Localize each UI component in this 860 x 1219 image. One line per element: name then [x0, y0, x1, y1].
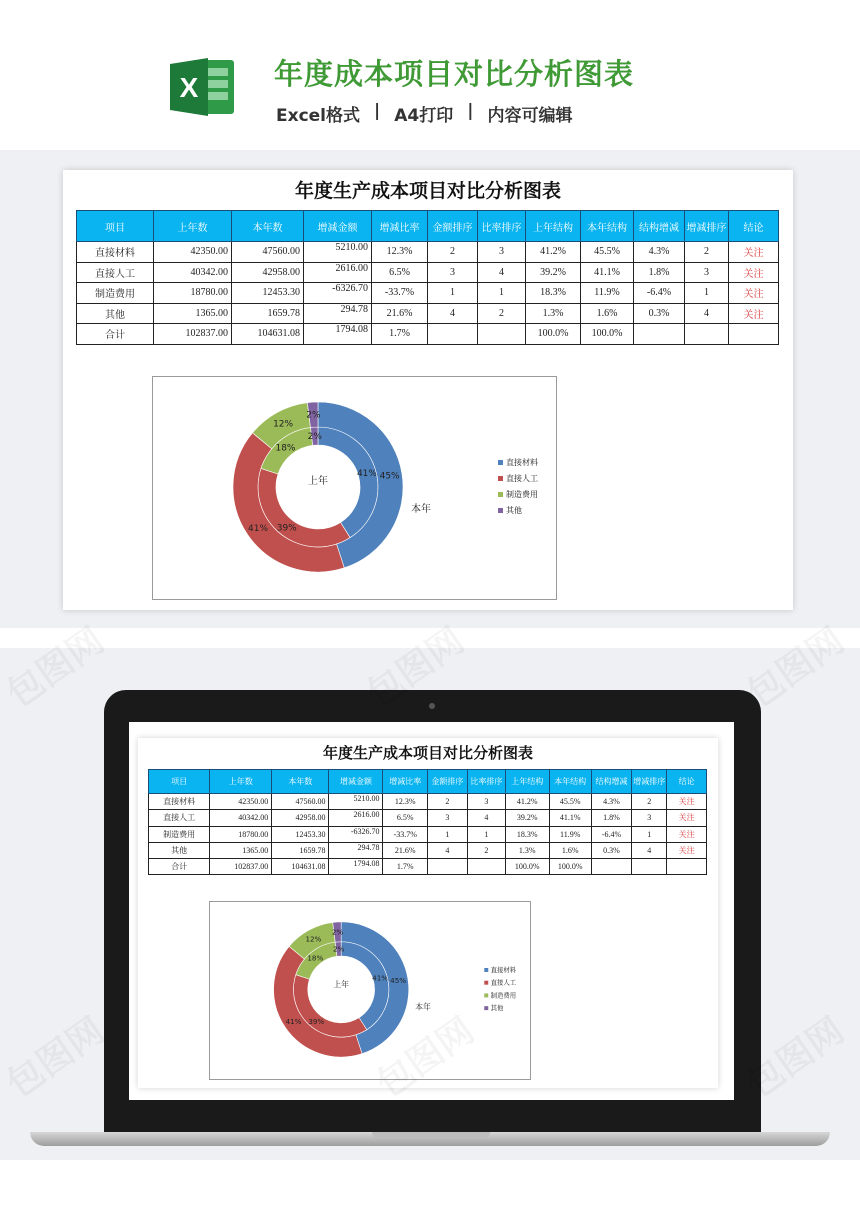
column-header: 比率排序: [467, 770, 505, 794]
table-cell: [685, 324, 729, 345]
table-cell: 100.0%: [581, 324, 634, 345]
column-header: 上年数: [210, 770, 272, 794]
column-header: 上年结构: [505, 770, 549, 794]
legend-swatch: [484, 1006, 488, 1010]
table-cell: 12453.30: [232, 283, 304, 304]
column-header: 项目: [77, 211, 154, 242]
conclusion-cell: 关注: [729, 242, 779, 263]
svg-text:X: X: [179, 72, 199, 103]
table-cell: 1.7%: [372, 324, 428, 345]
table-row: [77, 242, 779, 263]
column-header: 增减金额: [304, 211, 372, 242]
legend-swatch: [498, 508, 503, 513]
camera-icon: [429, 703, 435, 709]
table-cell: 1659.78: [272, 842, 329, 858]
table-cell: 45.5%: [549, 794, 591, 810]
table-cell: 3: [428, 262, 478, 283]
column-header: 结构增减: [591, 770, 632, 794]
column-header: 增减排序: [685, 211, 729, 242]
table-cell: 2: [632, 794, 667, 810]
table-cell: 4: [685, 303, 729, 324]
inner-ring-label: 上年: [308, 476, 328, 487]
column-header: 增减排序: [632, 770, 667, 794]
table-cell: -6.4%: [634, 283, 685, 304]
table-cell: 11.9%: [581, 283, 634, 304]
table-cell: 3: [478, 242, 526, 263]
table-cell: 42350.00: [210, 794, 272, 810]
table-cell: 2: [685, 242, 729, 263]
donut-chart: [209, 901, 531, 1080]
table-cell: 294.78: [304, 303, 372, 324]
column-header: 金额排序: [428, 211, 478, 242]
table-cell: -33.7%: [383, 826, 428, 842]
table-cell: [428, 859, 468, 875]
table-cell: 1: [428, 283, 478, 304]
table-cell: 1.8%: [634, 262, 685, 283]
outer-ring-label: 本年: [415, 1002, 431, 1012]
chart-svg: [153, 377, 556, 599]
table-cell: 1659.78: [232, 303, 304, 324]
legend-swatch: [484, 993, 488, 997]
table-row: [149, 810, 707, 826]
table-cell: 0.3%: [634, 303, 685, 324]
sheet-title: 年度生产成本项目对比分析图表: [294, 180, 561, 202]
table-cell: 3: [428, 810, 468, 826]
table-cell: 5210.00: [304, 242, 372, 263]
outer-ring-label: 本年: [411, 504, 431, 515]
table-cell: 100.0%: [505, 859, 549, 875]
table-cell: 41.1%: [581, 262, 634, 283]
table-cell: -6326.70: [304, 283, 372, 304]
table-cell: 18780.00: [154, 283, 232, 304]
table-cell: 102837.00: [210, 859, 272, 875]
table-cell: 5210.00: [329, 794, 383, 810]
column-header: 增减比率: [383, 770, 428, 794]
donut-chart: [152, 376, 557, 600]
data-label: 18%: [307, 953, 324, 963]
table-cell: 100.0%: [549, 859, 591, 875]
data-label: 2%: [332, 944, 345, 954]
table-cell: 制造费用: [149, 826, 210, 842]
table-cell: 3: [467, 794, 505, 810]
table-cell: 4.3%: [634, 242, 685, 263]
page-title: 年度成本项目对比分析图表: [274, 57, 635, 91]
table-cell: 12.3%: [372, 242, 428, 263]
table-cell: 41.1%: [549, 810, 591, 826]
table-cell: 47560.00: [272, 794, 329, 810]
table-cell: 21.6%: [383, 842, 428, 858]
table-cell: 18.3%: [526, 283, 581, 304]
table-cell: 6.5%: [372, 262, 428, 283]
conclusion-cell: 关注: [729, 283, 779, 304]
column-header: 增减比率: [372, 211, 428, 242]
table-cell: 0.3%: [591, 842, 632, 858]
table-cell: 直接材料: [77, 242, 154, 263]
table-cell: 1365.00: [154, 303, 232, 324]
column-header: 比率排序: [478, 211, 526, 242]
legend-item: 其他: [490, 1005, 504, 1013]
table-cell: 2616.00: [304, 262, 372, 283]
table-cell: 3: [685, 262, 729, 283]
separator: |: [467, 101, 474, 121]
table-cell: 41.2%: [505, 794, 549, 810]
data-label: 39%: [308, 1016, 325, 1026]
data-label: 2%: [307, 432, 322, 443]
table-cell: 1: [467, 826, 505, 842]
table-cell: 45.5%: [581, 242, 634, 263]
table-cell: 11.9%: [549, 826, 591, 842]
sheet-preview-large: [63, 170, 793, 610]
table-cell: [428, 324, 478, 345]
table-cell: 3: [632, 810, 667, 826]
table-cell: -33.7%: [372, 283, 428, 304]
table-cell: 合计: [149, 859, 210, 875]
column-header: 本年结构: [581, 211, 634, 242]
table-row: [149, 842, 707, 858]
table-cell: 1.3%: [505, 842, 549, 858]
table-cell: 4: [478, 262, 526, 283]
inner-ring-label: 上年: [333, 980, 350, 990]
table-cell: 4: [467, 810, 505, 826]
table-cell: 1.3%: [526, 303, 581, 324]
cost-table: [76, 210, 779, 345]
table-cell: 2: [467, 842, 505, 858]
legend-item: 制造费用: [506, 490, 538, 499]
conclusion-cell: 关注: [667, 810, 707, 826]
table-cell: 12453.30: [272, 826, 329, 842]
chart-svg: [210, 902, 530, 1079]
separator: |: [374, 101, 381, 121]
column-header: 增减金额: [329, 770, 383, 794]
column-header: 上年数: [154, 211, 232, 242]
table-cell: 102837.00: [154, 324, 232, 345]
column-header: 上年结构: [526, 211, 581, 242]
column-header: 本年数: [232, 211, 304, 242]
table-cell: 2: [428, 242, 478, 263]
table-cell: 合计: [77, 324, 154, 345]
table-cell: 104631.08: [272, 859, 329, 875]
table-cell: 1: [478, 283, 526, 304]
header-row: [77, 211, 779, 242]
table-cell: 1: [685, 283, 729, 304]
data-label: 39%: [276, 523, 297, 534]
table-cell: 18.3%: [505, 826, 549, 842]
table-cell: [467, 859, 505, 875]
table-cell: 12.3%: [383, 794, 428, 810]
column-header: 本年数: [272, 770, 329, 794]
legend-item: 直接人工: [506, 474, 538, 483]
data-label: 2%: [306, 410, 321, 421]
table-cell: 40342.00: [210, 810, 272, 826]
column-header: 结构增减: [634, 211, 685, 242]
table-cell: [632, 859, 667, 875]
table-cell: -6326.70: [329, 826, 383, 842]
table-cell: [591, 859, 632, 875]
legend-swatch: [484, 968, 488, 972]
table-cell: 直接材料: [149, 794, 210, 810]
table-cell: 18780.00: [210, 826, 272, 842]
table-row: [77, 262, 779, 283]
table-row: [149, 826, 707, 842]
column-header: 金额排序: [428, 770, 468, 794]
table-row: [77, 303, 779, 324]
legend-swatch: [498, 476, 503, 481]
data-label: 12%: [273, 419, 294, 430]
excel-logo-icon: [170, 56, 236, 118]
data-label: 41%: [356, 468, 377, 479]
data-label: 18%: [275, 443, 296, 454]
data-label: 41%: [372, 973, 389, 983]
table-cell: 42958.00: [272, 810, 329, 826]
edit-label: 内容可编辑: [487, 106, 573, 126]
table-cell: 1794.08: [304, 324, 372, 345]
data-label: 41%: [248, 523, 269, 534]
table-cell: 41.2%: [526, 242, 581, 263]
legend-item: 其他: [506, 506, 522, 515]
table-row: [77, 283, 779, 304]
table-cell: 40342.00: [154, 262, 232, 283]
cost-table: [148, 769, 707, 875]
conclusion-cell: 关注: [667, 842, 707, 858]
column-header: 本年结构: [549, 770, 591, 794]
data-label: 2%: [331, 927, 344, 937]
table-cell: 4.3%: [591, 794, 632, 810]
table-cell: 其他: [77, 303, 154, 324]
table-cell: 6.5%: [383, 810, 428, 826]
column-header: 结论: [729, 211, 779, 242]
legend-swatch: [498, 492, 503, 497]
legend-swatch: [498, 460, 503, 465]
table-cell: -6.4%: [591, 826, 632, 842]
table-cell: 直接人工: [149, 810, 210, 826]
table-cell: 制造费用: [77, 283, 154, 304]
laptop-notch: [372, 1132, 490, 1138]
legend-swatch: [484, 981, 488, 985]
table-cell: 1: [428, 826, 468, 842]
legend-item: 直接材料: [506, 458, 538, 467]
table-cell: 直接人工: [77, 262, 154, 283]
table-cell: [478, 324, 526, 345]
legend-item: 制造费用: [490, 992, 517, 1000]
table-cell: 4: [428, 303, 478, 324]
table-row: [149, 794, 707, 810]
table-cell: 1.6%: [549, 842, 591, 858]
conclusion-cell: 关注: [729, 262, 779, 283]
table-cell: 2616.00: [329, 810, 383, 826]
conclusion-cell: 关注: [667, 794, 707, 810]
conclusion-cell: [729, 324, 779, 345]
table-cell: 100.0%: [526, 324, 581, 345]
table-cell: 4: [428, 842, 468, 858]
legend-item: 直接人工: [490, 979, 517, 987]
column-header: 结论: [667, 770, 707, 794]
table-row: [77, 324, 779, 345]
legend-item: 直接材料: [490, 966, 517, 974]
data-label: 41%: [285, 1017, 302, 1027]
table-cell: 104631.08: [232, 324, 304, 345]
data-label: 45%: [379, 471, 400, 482]
conclusion-cell: 关注: [667, 826, 707, 842]
table-cell: 2: [428, 794, 468, 810]
table-cell: 1: [632, 826, 667, 842]
table-cell: 39.2%: [526, 262, 581, 283]
table-cell: 1.7%: [383, 859, 428, 875]
table-cell: 1794.08: [329, 859, 383, 875]
data-label: 45%: [390, 975, 407, 985]
table-row: [149, 859, 707, 875]
format-label: Excel格式: [276, 106, 361, 126]
subtitle: [276, 101, 572, 126]
column-header: 项目: [149, 770, 210, 794]
table-cell: 1.6%: [581, 303, 634, 324]
table-cell: 2: [478, 303, 526, 324]
header-row: [149, 770, 707, 794]
conclusion-cell: 关注: [729, 303, 779, 324]
table-cell: 1.8%: [591, 810, 632, 826]
table-cell: 21.6%: [372, 303, 428, 324]
table-cell: 39.2%: [505, 810, 549, 826]
table-cell: 42958.00: [232, 262, 304, 283]
sheet-title: 年度生产成本项目对比分析图表: [322, 744, 533, 762]
table-cell: 42350.00: [154, 242, 232, 263]
data-label: 12%: [305, 934, 322, 944]
table-cell: 294.78: [329, 842, 383, 858]
table-cell: 1365.00: [210, 842, 272, 858]
table-cell: 其他: [149, 842, 210, 858]
table-cell: [634, 324, 685, 345]
conclusion-cell: [667, 859, 707, 875]
table-cell: 47560.00: [232, 242, 304, 263]
print-label: A4打印: [394, 106, 454, 126]
table-cell: 4: [632, 842, 667, 858]
